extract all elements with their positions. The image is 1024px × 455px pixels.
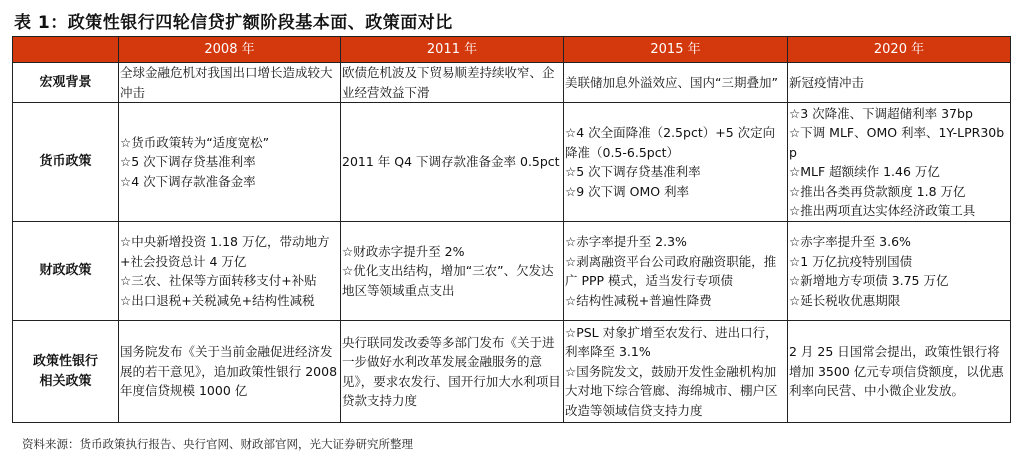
- table-cell: [788, 222, 1011, 321]
- table-row: [13, 103, 1011, 222]
- cell-line: 国务院发布《关于当前金融促进经济发展的若干意见》，追加政策性银行 2008 年度信贷规模 1000 亿: [120, 344, 338, 399]
- column-header: 2011 年: [341, 37, 564, 63]
- table-cell: [788, 321, 1011, 423]
- cell-line: ☆财政赤字提升至 2%: [342, 243, 465, 259]
- cell-line: 新冠疫情冲击: [789, 74, 865, 90]
- cell-line: ☆3 次降准、下调超储利率 37bp: [789, 105, 973, 121]
- cell-line: ☆新增地方专项债 3.75 万亿: [789, 273, 949, 288]
- cell-line: ☆结构性减税+普遍性降费: [565, 292, 712, 308]
- cell-line: ☆5 次下调存贷基准利率: [120, 154, 256, 170]
- column-header: 2020 年: [788, 37, 1011, 63]
- cell-line: ☆赤字率提升至 3.6%: [789, 234, 911, 249]
- table-cell: [119, 222, 341, 321]
- cell-line: ☆货币政策转为“适度宽松”: [120, 134, 270, 150]
- table-cell: [564, 321, 788, 423]
- table-title: 表 1：政策性银行四轮信贷扩额阶段基本面、政策面对比: [14, 13, 453, 33]
- column-header: 2008 年: [119, 37, 341, 63]
- cell-line: ☆推出各类再贷款额度 1.8 万亿: [789, 183, 966, 199]
- cell-line: ☆优化支出结构，增加“三农”、欠发达地区等领域重点支出: [342, 263, 554, 298]
- row-label-line: 政策性银行: [32, 354, 98, 369]
- table-cell: [119, 321, 341, 423]
- row-label: [13, 63, 119, 103]
- cell-line: 全球金融危机对我国出口增长造成较大冲击: [120, 65, 333, 100]
- table-cell: [119, 103, 341, 222]
- cell-line: ☆推出两项直达实体经济政策工具: [789, 203, 976, 218]
- header-row: [13, 37, 1011, 63]
- table-cell: [788, 63, 1011, 103]
- row-label: [13, 222, 119, 321]
- cell-line: ☆赤字率提升至 2.3%: [565, 234, 687, 249]
- cell-line: 欧债危机波及下贸易顺差持续收窄、企业经营效益下滑: [342, 65, 555, 100]
- cell-line: ☆1 万亿抗疫特别国债: [789, 253, 913, 269]
- cell-line: 美联储加息外溢效应、国内“三期叠加”: [565, 74, 778, 90]
- cell-line: ☆国务院发文，鼓励开发性金融机构加大对地下综合管廊、海绵城市、棚户区改造等领域信贷支持力度: [565, 363, 778, 418]
- cell-line: ☆PSL 对象扩增至农发行、进出口行，利率降至 3.1%: [565, 324, 778, 360]
- table-cell: [564, 222, 788, 321]
- table-row: [13, 222, 1011, 321]
- row-label: [13, 103, 119, 222]
- cell-line: ☆出口退税+关税减免+结构性减税: [120, 292, 315, 308]
- cell-line: 2011 年 Q4 下调存款准备金率 0.5pct: [342, 154, 560, 170]
- table-cell: [564, 103, 788, 222]
- cell-line: 2 月 25 日国常会提出，政策性银行将增加 3500 亿元专项信贷额度，以优惠利率向民营、中小微企业发放。: [789, 344, 1004, 399]
- table-row: [13, 63, 1011, 103]
- table-cell: [341, 103, 564, 222]
- cell-line: 央行联同发改委等多部门发布《关于进一步做好水利改革发展金融服务的意见》，要求农发行、国开行加大水利项目贷款支持力度: [342, 334, 561, 408]
- cell-line: ☆中央新增投资 1.18 万亿，带动地方+社会投资总计 4 万亿: [120, 234, 330, 269]
- table-cell: [564, 63, 788, 103]
- cell-line: ☆三农、社保等方面转移支付+补贴: [120, 273, 317, 288]
- cell-line: ☆9 次下调 OMO 利率: [565, 183, 690, 199]
- comparison-table: [12, 36, 1011, 423]
- table-cell: [119, 63, 341, 103]
- cell-line: ☆5 次下调存贷基准利率: [565, 164, 701, 179]
- table-cell: [341, 63, 564, 103]
- row-label: [13, 321, 119, 423]
- row-label-line: 宏观背景: [39, 74, 92, 90]
- table-cell: [341, 222, 564, 321]
- table-cell: [341, 321, 564, 423]
- source-note: 资料来源：货币政策执行报告、央行官网、财政部官网，光大证券研究所整理: [22, 437, 413, 451]
- row-label-line: 相关政策: [39, 373, 92, 389]
- table-row: [13, 321, 1011, 423]
- cell-line: ☆下调 MLF、OMO 利率、1Y-LPR30bp: [789, 125, 1005, 160]
- cell-line: ☆延长税收优惠期限: [789, 292, 901, 308]
- column-header: [13, 37, 119, 63]
- column-header: 2015 年: [564, 37, 788, 63]
- cell-line: ☆4 次下调存款准备金率: [120, 173, 256, 189]
- cell-line: ☆MLF 超额续作 1.46 万亿: [789, 164, 940, 179]
- table-cell: [788, 103, 1011, 222]
- cell-line: ☆4 次全面降准（2.5pct）+5 次定向降准（0.5-6.5pct）: [565, 125, 776, 160]
- cell-line: ☆剥离融资平台公司政府融资职能，推广 PPP 模式，适当发行专项债: [565, 253, 777, 288]
- row-label-line: 货币政策: [39, 154, 92, 170]
- row-label-line: 财政政策: [39, 263, 92, 279]
